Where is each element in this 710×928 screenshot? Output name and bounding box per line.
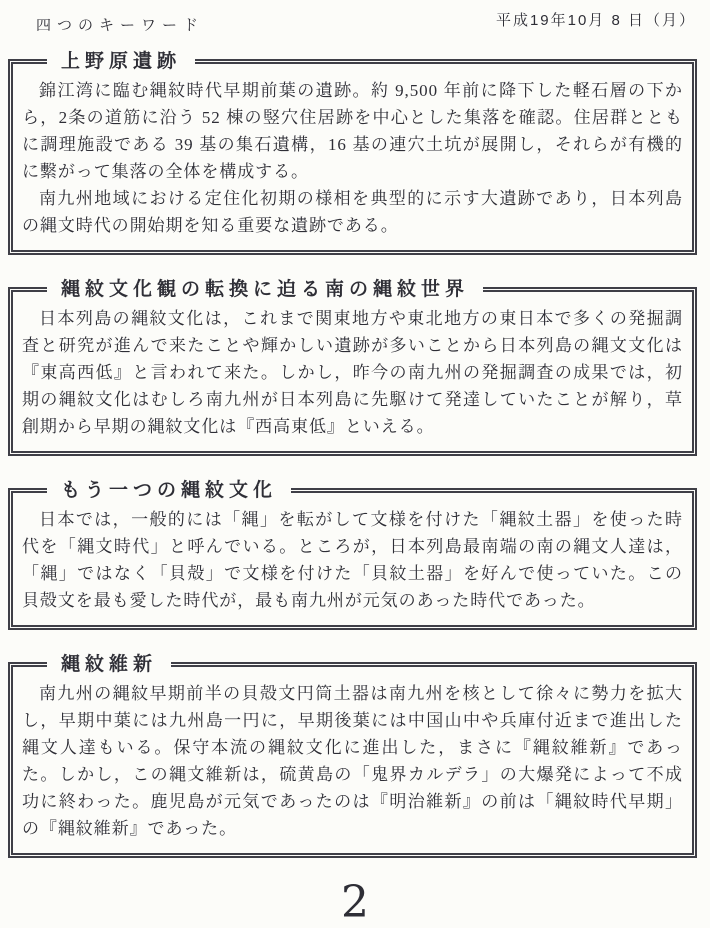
keywords-label: 四つのキーワード [36, 17, 205, 34]
sections-container [0, 51, 710, 858]
page-number: 2 [341, 877, 369, 928]
section-uenohara-site [8, 51, 697, 255]
section-paragraph: 日本列島の縄紋文化は，これまで関東地方や東北地方の東日本で多くの発掘調査と研究が進んで来たことや輝かしい遺跡が多いことから日本列島の縄文文化は『東高西低』と言われて来た。しかし，昨今の南九州の発掘調査の成果では，初期の縄紋文化はむしろ南九州が日本列島に先駆けて発達していたことが解り，草創期から早期の縄紋文化は『西高東低』といえる。 [22, 309, 683, 436]
section-title-another-jomon-culture: もう一つの縄紋文化 [47, 478, 291, 504]
section-title-jomon-ishin: 縄紋維新 [47, 652, 171, 678]
section-another-jomon-culture [8, 480, 697, 630]
page-header [0, 0, 710, 35]
date-label: 平成19年10月 8 日（月） [495, 12, 696, 29]
section-jomon-ishin [8, 654, 697, 858]
section-paragraph: 錦江湾に臨む縄紋時代早期前葉の遺跡。約 9,500 年前に降下した軽石層の下から，2条の道筋に沿う 52 棟の竪穴住居跡を中心とした集落を確認。住居群とともに調理施設である 39 基の集石遺構，16 基の連穴土坑が展開し，それらが有機的に繫がって集落の全体を構成する。 [22, 81, 683, 181]
section-paragraph: 南九州地域における定住化初期の様相を典型的に示す大遺跡であり，日本列島の縄文時代の開始期を知る重要な遺跡である。 [22, 189, 683, 235]
section-southern-jomon-world [8, 279, 697, 456]
section-paragraph: 日本では，一般的には「縄」を転がして文様を付けた「縄紋土器」を使った時代を「縄文時代」と呼んでいる。ところが，日本列島最南端の南の縄文人達は，「縄」ではなく「貝殻」で文様を付けた「貝紋土器」を好んで使っていた。この貝殻文を最も愛した時代が，最も南九州が元気のあった時代であった。 [22, 510, 683, 610]
section-paragraph: 南九州の縄紋早期前半の貝殻文円筒土器は南九州を核として徐々に勢力を拡大し，早期中葉には九州島一円に，早期後葉には中国山中や兵庫付近まで進出した縄文人達もいる。保守本流の縄紋文化に進出した，まさに『縄紋維新』であった。しかし，この縄文維新は，硫黄島の「鬼界カルデラ」の大爆発によって不成功に終わった。鹿児島が元気であったのは『明治維新』の前は「縄紋時代早期」の『縄紋維新』であった。 [22, 684, 683, 838]
section-title-uenohara: 上野原遺跡 [47, 49, 195, 75]
section-title-southern-jomon-world: 縄紋文化観の転換に迫る南の縄紋世界 [47, 277, 483, 303]
